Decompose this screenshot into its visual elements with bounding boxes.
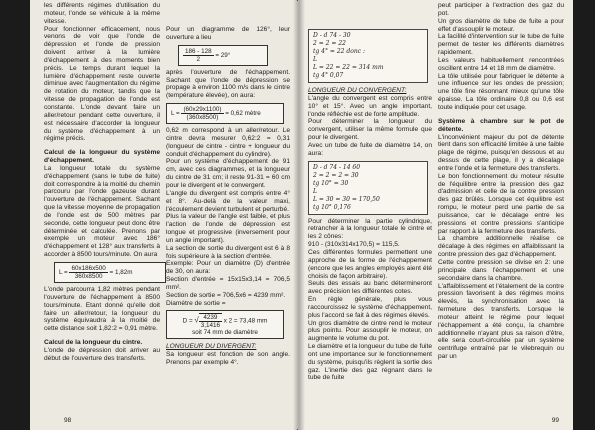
paragraph: Seuls des essais au banc détermineront avec précision les différentes cotes. <box>308 280 432 296</box>
formula-result: x 2 = 73,48 mm <box>223 318 268 326</box>
handwritten-calculation-box: D - d 74 - 30 2 = 2 = 22 tg 4° = 22 donc : L L = 22 = 22 = 314 mm tg 4° 0,07 <box>308 29 428 83</box>
paragraph: L'onde parcourra 1,82 mètres pendant l'ouverture de l'échappement à 8500 tours/minute. Etant donné qu'elle doit faire un aller/retour, la longueur du système équivaudra à la moitié de cette distance soit 1,82:2 = 0,91 mètre. <box>44 286 160 333</box>
formula-box: L = $\frac{60x186x500}{360x8500}$ = 1,82m <box>54 262 166 283</box>
right-page <box>298 0 573 430</box>
paragraph: 0,62 m correspond à un aller/retour. Le cintre devra mesurer 0,62:2 = 0,31 (longueur de cintre - cintre + longueur du conduit d'échappement du cylindre). <box>166 127 290 158</box>
formula-note: soit 74 mm de diamètre <box>192 329 258 337</box>
paragraph: La tôle utilisée pour fabriquer le détente a une influence sur les ondes de pression; une tôle fine résonnant mieux qu'une tôle épaisse. La tôle ordinaire 0,8 ou 0,6 est toute indiquée pour cet usage. <box>438 72 564 111</box>
paragraph: Le bon fonctionnement du moteur résulte de l'équilibre entre la pression des gaz d'admission et celle de la contre pression des gaz brûlés. Lorsque cet équilibre est rompu, le moteur perd une partie de sa puissance, car le décalage entre les pressions et contre pressions s'anticipe par rapport à la fermeture des transferts. <box>438 172 564 235</box>
page-number: 99 <box>551 417 559 424</box>
fraction: $\frac{4239}{3,1416}$ <box>200 314 221 330</box>
paragraph: En règle générale, plus vous raccourcissez le système d'échappement, plus l'accord se fait à des régimes élevés. <box>308 296 432 319</box>
section-heading: Calcul de la longueur du système d'échappement. <box>44 149 160 165</box>
paragraph: Pour déterminer la partie cylindrique, retrancher à la longueur totale le cintre et les 2 cônes: <box>308 217 432 241</box>
paragraph: Cette contre pression se divise en 2: une principale dans l'échappement et une secondaire dans la chambre. <box>438 259 564 282</box>
formula-box: D = √ $\frac{4239}{3,1416}$ x 2 = 73,48 mm soit 74 mm de diamètre <box>166 310 284 339</box>
formula-result: = 0,62 mètre <box>225 110 261 118</box>
paragraph: Les valeurs habituellement rencontrées oscillent entre 14 et 18 mm de diamètre. <box>438 56 564 72</box>
paragraph: Ces différentes formules permettent une approche de la forme de l'échappement (encore que les angles employés aient été choisis de façon arbitraire). <box>308 248 432 280</box>
left-page-column-2 <box>166 26 290 367</box>
handwritten-calculation-box: D - d 74 - 14 60 2 = 2 = 2 = 30 tg 10° = 30 L L = 30 = 30 = 170,50 tg 10° 0,176 <box>308 161 428 215</box>
paragraph: La facilité d'intervention sur le tube de fuite permet de tester les différents diamètres rapidement. <box>438 33 564 57</box>
paragraph: peut participer à l'extraction des gaz du pot. <box>438 2 564 17</box>
paragraph: Exemple: Pour un diamètre (D) d'entrée de 30, on aura: <box>166 260 290 276</box>
book-gutter <box>293 0 305 430</box>
paragraph: Pour fonctionner efficacement, nous venons de voir que l'onde de dépression et l'onde de pression doivent arriver à la lumière d'échappement à des moments bien précis. Le temps durant lequel la lumière d'échappement reste ouverte diminue avec l'augmentation du régime de rotation du moteur, tandis que la vitesse de propagation de l'onde est constante. L'onde devant faire un aller/retour pendant cette ouverture, il est nécessaire d'accorder la longueur du système d'échappement à un régime précis. <box>44 25 160 143</box>
fraction: $\frac{60x186x500}{360x8500}$ <box>71 265 106 280</box>
paragraph: L'affaiblissement et l'étalement de la contre pression favorisent à des régimes moins élevés, la synchronisation avec la fermeture des transferts. Lorsque le moteur atteint le régime pour lequel l'échappement a été conçu, la chambre additionnelle n'ayant plus sa raison d'être, elle sera court-circuitée par un système centrifuge entraîné par le vilebrequin ou par un <box>438 282 564 361</box>
section-heading: LONGUEUR DU DIVERGENT: <box>166 343 257 351</box>
paragraph: L'inconvénient majeur du pot de détente tient dans son efficacité limitée à une faible plage de régime, puisqu'en dessous et au dessus de cette plage, il y a décalage entre l'onde et la fermeture des transferts. <box>438 133 564 172</box>
paragraph: Avec un tube de fuite de diamètre 14, on aura: <box>308 141 432 157</box>
paragraph: La section de sortie du divergent est 6 à 8 fois supérieure à la section d'entrée. <box>166 244 290 260</box>
paragraph: les différents régimes d'utilisation du moteur, l'onde se véhicule à la même vitesse. <box>44 2 160 25</box>
paragraph: Section d'entrée = 15x15x3,14 = 706,5 mm². <box>166 276 290 291</box>
formula-box: L = $\frac{(60x29x1100)}{(360x8500)}$ = 0,62 mètre <box>166 103 284 124</box>
paragraph: Section de sortie = 706,5x6 = 4239 mm². <box>166 291 286 299</box>
paragraph: Pour déterminer la longueur du convergent, utiliser la même formule que pour le divergent. <box>308 118 432 142</box>
paragraph: 910 - (310x314x170,5) = 115,5. <box>308 241 400 249</box>
formula-box <box>178 45 268 66</box>
paragraph: Sa longueur est fonction de son angle. Prenons par exemple 4°. <box>166 351 290 367</box>
right-page-column-2 <box>438 2 564 361</box>
paragraph: Un gros diamètre de tube de fuite a pour effet d'assouplir le moteur. <box>438 17 564 33</box>
left-page-column-1 <box>44 2 160 363</box>
formula-result: = 29° <box>215 51 231 59</box>
paragraph: L'angle du divergent est compris entre 4° et 8°. Au-delà de la valeur maxi, l'écoulement devient turbulent et perturbé. <box>166 189 290 213</box>
paragraph: Pour un système d'échappement de 91 cm, avec ces diagrammes, et la longueur du cintre de 31 cm; il reste 91-31 = 60 cm pour le divergent et le convergent. <box>166 158 290 189</box>
fraction: $\frac{186 - 128}{2}$ <box>185 47 212 63</box>
paragraph: Diamètre de sortie = <box>166 299 226 307</box>
paragraph: Un gros diamètre de cintre rend le moteur plus pointu. Pour assouplir le moteur, on augmente le volume du pot. <box>308 319 432 343</box>
left-page <box>30 0 298 430</box>
paragraph: Pour un diagramme de 126°, leur ouverture a lieu <box>166 26 290 41</box>
section-heading: LONGUEUR DU CONVERGENT: <box>308 87 407 94</box>
section-heading: Calcul de la longueur du cintre. <box>44 339 143 347</box>
paragraph: L'onde de dépression doit arriver au début de l'ouverture des transferts. <box>44 346 160 362</box>
fraction: $\frac{(60x29x1100)}{(360x8500)}$ <box>183 106 222 122</box>
paragraph: Plus la valeur de l'angle est faible, et plus l'action de l'onde de dépression est longue et progressive (inversement pour un angle important). <box>166 213 290 244</box>
paragraph: Le diamètre et la longueur du tube de fuite ont une importance sur le fonctionnement du système, puisqu'ils règlent la sortie des gaz. L'inertie des gaz régnant dans le tube de fuite <box>308 343 432 382</box>
page-number: 98 <box>64 417 72 424</box>
paragraph: La chambre additionnelle réalise ce décalage à des régimes en affaiblissant la contre pression des gaz d'échappement. <box>438 235 564 259</box>
paragraph: après l'ouverture de l'échappement. Sachant que l'onde de dépression se propage à environ 1100 m/s dans le cintre (température élevée), on aura: <box>166 68 290 100</box>
section-heading: Système à chambre sur le pot de détente. <box>438 117 564 133</box>
paragraph: La longueur totale du système d'échappement (sans le tube de fuite) doit correspondre à la moitié du chemin parcouru par l'onde gazeuse durant l'ouverture de l'échappement. Sachant que la vitesse moyenne de propagation de l'onde est de 500 mètres par seconde, cette longueur peut donc être déterminée et calculée. Prenons par exemple un moteur avec 186° d'échappement et 128° aux transferts à accorder à 8500 tours/minute. On aura <box>44 164 160 259</box>
right-page-column-1 <box>308 26 432 382</box>
paragraph: L'angle du convergent est compris entre 10° et 15°. Avec un angle important, l'onde réfléchie est de forte amplitude. <box>308 94 432 118</box>
sqrt-icon: √ <box>194 316 199 326</box>
formula-result: = 1,82m <box>109 269 133 277</box>
